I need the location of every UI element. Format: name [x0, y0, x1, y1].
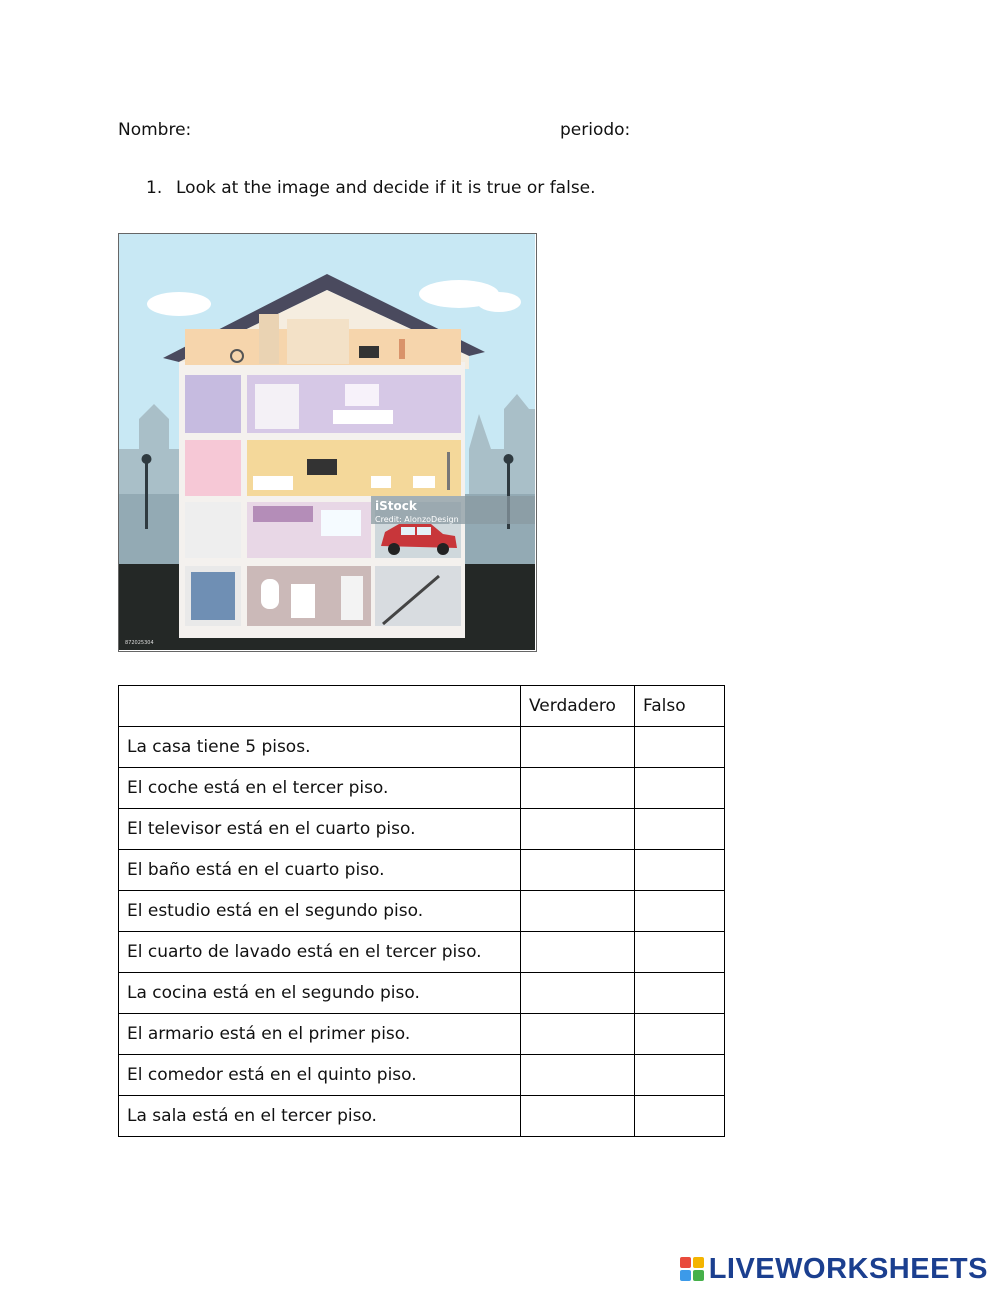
instruction — [146, 178, 596, 198]
house-cutaway-image — [118, 233, 537, 652]
verdadero-answer-cell[interactable] — [521, 809, 635, 850]
table-header-row — [119, 686, 725, 727]
table-row — [119, 1096, 725, 1137]
name-label: Nombre: — [118, 120, 192, 140]
verdadero-answer-cell[interactable] — [521, 727, 635, 768]
table-row — [119, 891, 725, 932]
statement-cell: El comedor está en el quinto piso. — [119, 1055, 521, 1096]
table-row — [119, 1055, 725, 1096]
liveworksheets-logo-icon — [679, 1256, 705, 1282]
instruction-number: 1. — [146, 178, 163, 198]
statement-cell: La casa tiene 5 pisos. — [119, 727, 521, 768]
table-row — [119, 932, 725, 973]
watermark-brand: iStock — [375, 499, 417, 513]
brand-text: LIVEWORKSHEETS — [708, 1252, 988, 1285]
falso-answer-cell[interactable] — [635, 891, 725, 932]
verdadero-answer-cell[interactable] — [521, 1096, 635, 1137]
falso-answer-cell[interactable] — [635, 809, 725, 850]
watermark-credit: Credit: AlonzoDesign — [375, 515, 459, 524]
true-false-table — [118, 685, 725, 1137]
header-verdadero: Verdadero — [521, 686, 635, 727]
statement-cell: El televisor está en el cuarto piso. — [119, 809, 521, 850]
falso-answer-cell[interactable] — [635, 850, 725, 891]
statement-cell: La cocina está en el segundo piso. — [119, 973, 521, 1014]
falso-answer-cell[interactable] — [635, 973, 725, 1014]
liveworksheets-brand — [679, 1252, 988, 1286]
verdadero-answer-cell[interactable] — [521, 850, 635, 891]
falso-answer-cell[interactable] — [635, 1096, 725, 1137]
statement-cell: El armario está en el primer piso. — [119, 1014, 521, 1055]
table-row — [119, 973, 725, 1014]
verdadero-answer-cell[interactable] — [521, 1055, 635, 1096]
verdadero-answer-cell[interactable] — [521, 1014, 635, 1055]
verdadero-answer-cell[interactable] — [521, 973, 635, 1014]
statement-cell: El baño está en el cuarto piso. — [119, 850, 521, 891]
header-statement — [119, 686, 521, 727]
verdadero-answer-cell[interactable] — [521, 891, 635, 932]
falso-answer-cell[interactable] — [635, 1055, 725, 1096]
verdadero-answer-cell[interactable] — [521, 932, 635, 973]
falso-answer-cell[interactable] — [635, 727, 725, 768]
instruction-text: Look at the image and decide if it is true or false. — [176, 178, 596, 198]
falso-answer-cell[interactable] — [635, 932, 725, 973]
stock-id: 872025304 — [125, 640, 154, 646]
statement-cell: La sala está en el tercer piso. — [119, 1096, 521, 1137]
falso-answer-cell[interactable] — [635, 1014, 725, 1055]
table-row — [119, 809, 725, 850]
statement-cell: El estudio está en el segundo piso. — [119, 891, 521, 932]
header-falso: Falso — [635, 686, 725, 727]
statement-cell: El coche está en el tercer piso. — [119, 768, 521, 809]
falso-answer-cell[interactable] — [635, 768, 725, 809]
verdadero-answer-cell[interactable] — [521, 768, 635, 809]
table-row — [119, 768, 725, 809]
table-row — [119, 727, 725, 768]
table-row — [119, 1014, 725, 1055]
statement-cell: El cuarto de lavado está en el tercer piso. — [119, 932, 521, 973]
table-row — [119, 850, 725, 891]
period-label: periodo: — [560, 120, 631, 140]
